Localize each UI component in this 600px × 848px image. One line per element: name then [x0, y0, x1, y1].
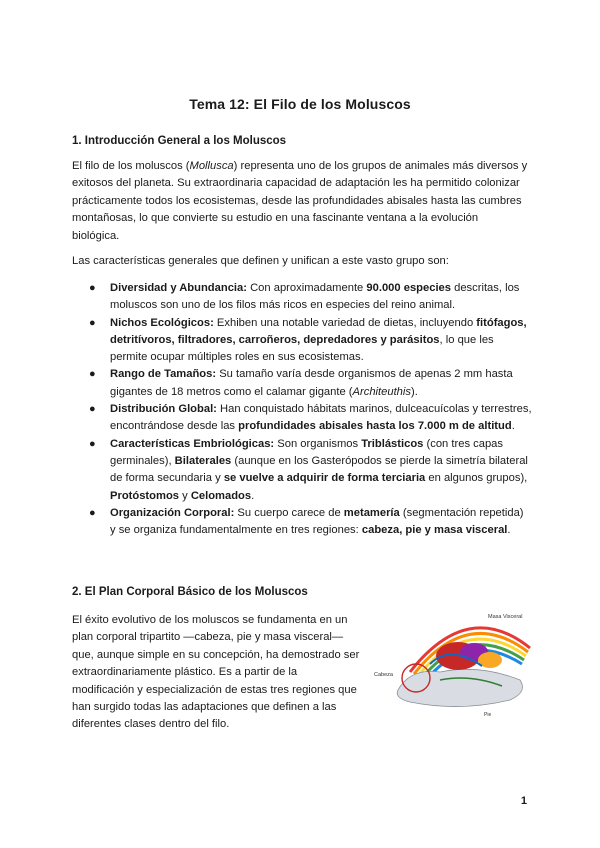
foot-shape [397, 669, 522, 706]
label-foot: Pie [484, 712, 492, 718]
bullet-icon: ● [89, 316, 96, 329]
list-item: ● Características Embriológicas: Son organismos Triblásticos (con tres capas germinales), Bilaterales (aunque en los Gasterópodos se pierde la simetría bilateral de forma secundaria y se vuelve a adquirir de forma terciaria en algunos grupos), Protóstomos y Celomados. [89, 437, 528, 502]
list-item: ● Rango de Tamaños: Su tamaño varía desde organismos de apenas 2 mm hasta gigantes de 18 metros como el calamar gigante (Architeuthis). [89, 368, 513, 398]
label-head: Cabeza [374, 672, 393, 678]
list-item: ● Organización Corporal: Su cuerpo carece de metamería (segmentación repetida) y se organiza fundamentalmente en tres regiones: cabeza, pie y masa visceral. [89, 506, 524, 537]
bullet-icon: ● [89, 437, 96, 450]
characteristics-lead: Las características generales que definen y unifican a este vasto grupo son: [72, 255, 449, 267]
section-2-heading: 2. El Plan Corporal Básico de los Moluscos [72, 586, 308, 598]
bullet-icon: ● [89, 282, 96, 294]
document-title: Tema 12: El Filo de los Moluscos [189, 96, 411, 112]
bullet-icon: ● [89, 506, 96, 519]
page-number: 1 [520, 795, 527, 807]
mollusc-body-plan-figure [370, 604, 536, 720]
bullet-icon: ● [89, 403, 96, 416]
section-1-heading: 1. Introducción General a los Moluscos [72, 135, 287, 147]
list-item: ● Nichos Ecológicos: Exhiben una notable variedad de dietas, incluyendo fitófagos, detritívoros, filtradores, carroñeros, depredadores y parásitos, lo que les permite ocupar múltiples roles en sus ecosistemas. [89, 316, 527, 364]
list-item: ● Distribución Global: Han conquistado hábitats marinos, dulceacuícolas y terrestres, encontrándose desde las profundidades abisales hasta los 7.000 m de altitud. [89, 403, 532, 433]
label-visceral-mass: Masa Visceral [488, 614, 523, 620]
body-plan-paragraph: El éxito evolutivo de los moluscos se fundamenta en un plan corporal tripartito —cabeza, pie y masa visceral— que, aunque simple en su concepción, ha demostrado ser extraordinariamente plástico. Es a partir de la modificación y especialización de estas tres regiones que han surgido todas las adaptaciones que definen a las diferentes clases dentro del filo. [72, 614, 360, 731]
intro-paragraph: El filo de los moluscos (Mollusca) representa uno de los grupos de animales más diversos y exitosos del planeta. Su extraordinaria capacidad de adaptación les ha permitido colonizar prácticamente todos los ecosistemas, desde las profundidades abisales hasta las cumbres montañosas, lo que convierte su estudio en una fascinante ventana a la evolución biológica. [72, 160, 528, 242]
list-item: ● Diversidad y Abundancia: Con aproximadamente 90.000 especies descritas, los moluscos son uno de los filos más ricos en especies del reino animal. [89, 282, 520, 312]
characteristics-list [72, 280, 532, 539]
bullet-icon: ● [89, 368, 96, 381]
